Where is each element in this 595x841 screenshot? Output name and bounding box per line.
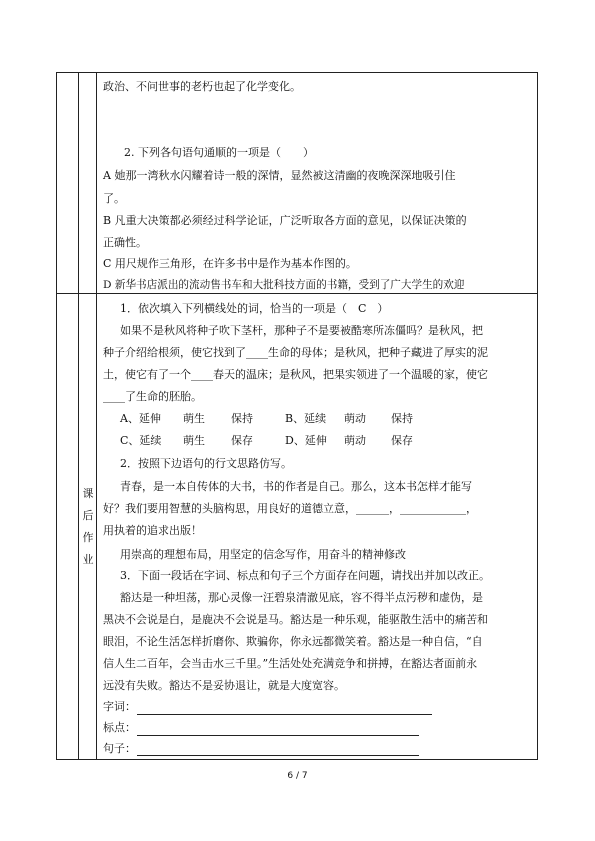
option-c-word-3: 保存 — [231, 434, 253, 447]
hw-question-3-title: 3．下面一段话在字词、标点和句子三个方面存在问题，请找出并加以改正。 — [120, 569, 490, 582]
option-b-word-3: 保持 — [391, 412, 413, 425]
option-c-word-2: 萌生 — [183, 434, 205, 447]
option-c-choice: C、延续 — [120, 434, 162, 447]
homework-label: 课 后 作 业 — [82, 487, 94, 566]
option-b-word-2: 萌动 — [344, 412, 366, 425]
option-c: C 用尺规作三角形，在许多书中是作为基本作图的。 — [103, 257, 357, 270]
question-2-title: 2. 下列各句语句通顺的一项是（ ） — [124, 146, 314, 159]
hw-q1-line-1: 如果不是秋风将种子吹下茎杆，那种子不是要被酷寒所冻僵吗？是秋风，把 — [120, 324, 483, 337]
hw-q3-line-5: 远没有失败。豁达不是妥协退让，就是大度宽容。 — [103, 679, 345, 692]
hw-q2-answer: 用崇高的理想布局，用坚定的信念写作，用奋斗的精神修改 — [120, 548, 406, 561]
option-b-line-1: B 凡重大决策都必须经过科学论证，广泛听取各方面的意见，以保证决策的 — [103, 214, 467, 227]
row-divider — [57, 293, 537, 294]
answer-line-punctuation[interactable] — [137, 735, 419, 736]
column-divider-2 — [96, 73, 97, 759]
hw-q3-line-3: 眼泪，不论生活怎样折磨你、欺骗你，你永远都微笑着。豁达是一种自信，“自 — [103, 635, 483, 648]
continued-text: 政治、不问世事的老朽也起了化学变化。 — [103, 80, 301, 93]
hw-q3-line-4: 信人生二百年，会当击水三千里。”生活处处充满竞争和拼搏，在豁达者面前永 — [103, 657, 478, 670]
hw-question-1-title: 1．依次填入下列横线处的词，恰当的一项是（ C ） — [120, 302, 389, 315]
option-b-line-2: 正确性。 — [103, 236, 147, 249]
field-label-sentence: 句子： — [103, 742, 136, 755]
hw-q1-line-3: 土，使它有了一个____春天的温床；是秋风，把果实领进了一个温暖的家，使它 — [103, 368, 488, 381]
option-a-line-2: 了。 — [103, 192, 125, 205]
answer-line-sentence[interactable] — [137, 755, 419, 756]
hw-q2-line-1: 青春，是一本自传体的大书，书的作者是自己。那么，这本书怎样才能写 — [120, 480, 472, 493]
column-divider-1 — [78, 73, 79, 759]
option-d: D 新华书店派出的流动售书车和大批科技方面的书籍，受到了广大学生的欢迎 — [103, 279, 465, 291]
hw-q3-line-2: 黑决不会说是白，是鹿决不会说是马。豁达是一种乐观，能驱散生活中的痛苦和 — [103, 613, 488, 626]
field-label-punctuation: 标点： — [103, 721, 136, 734]
page-number: 6 / 7 — [287, 771, 308, 781]
option-a-choice: A、延伸 — [120, 412, 161, 425]
hw-q1-line-2: 种子介绍给根须，使它找到了____生命的母体；是秋风，把种子藏进了厚实的泥 — [103, 346, 488, 359]
option-d-word-2: 萌动 — [344, 434, 366, 447]
option-d-word-3: 保存 — [391, 434, 413, 447]
hw-q2-line-3: 用执着的追求出版！ — [103, 524, 202, 537]
answer-line-words[interactable] — [137, 714, 432, 715]
option-d-choice: D、延伸 — [285, 434, 327, 447]
option-a-word-3: 保持 — [231, 412, 253, 425]
hw-q3-line-1: 豁达是一种坦荡，那心灵像一汪碧泉清澈见底，容不得半点污秽和虚伪，是 — [120, 591, 483, 604]
hw-question-2-title: 2．按照下边语句的行文思路仿写。 — [120, 457, 292, 470]
option-a-line-1: A 她那一湾秋水闪耀着诗一般的深情，显然被这清幽的夜晚深深地吸引住 — [103, 169, 456, 182]
hw-q1-line-4: ____了生命的胚胎。 — [103, 390, 202, 403]
hw-q2-line-2: 好？我们要用智慧的头脑构思，用良好的道德立意，______，____________， — [103, 502, 477, 515]
option-a-word-2: 萌生 — [183, 412, 205, 425]
field-label-words: 字词： — [103, 700, 136, 713]
option-b-choice: B、延续 — [285, 412, 327, 425]
